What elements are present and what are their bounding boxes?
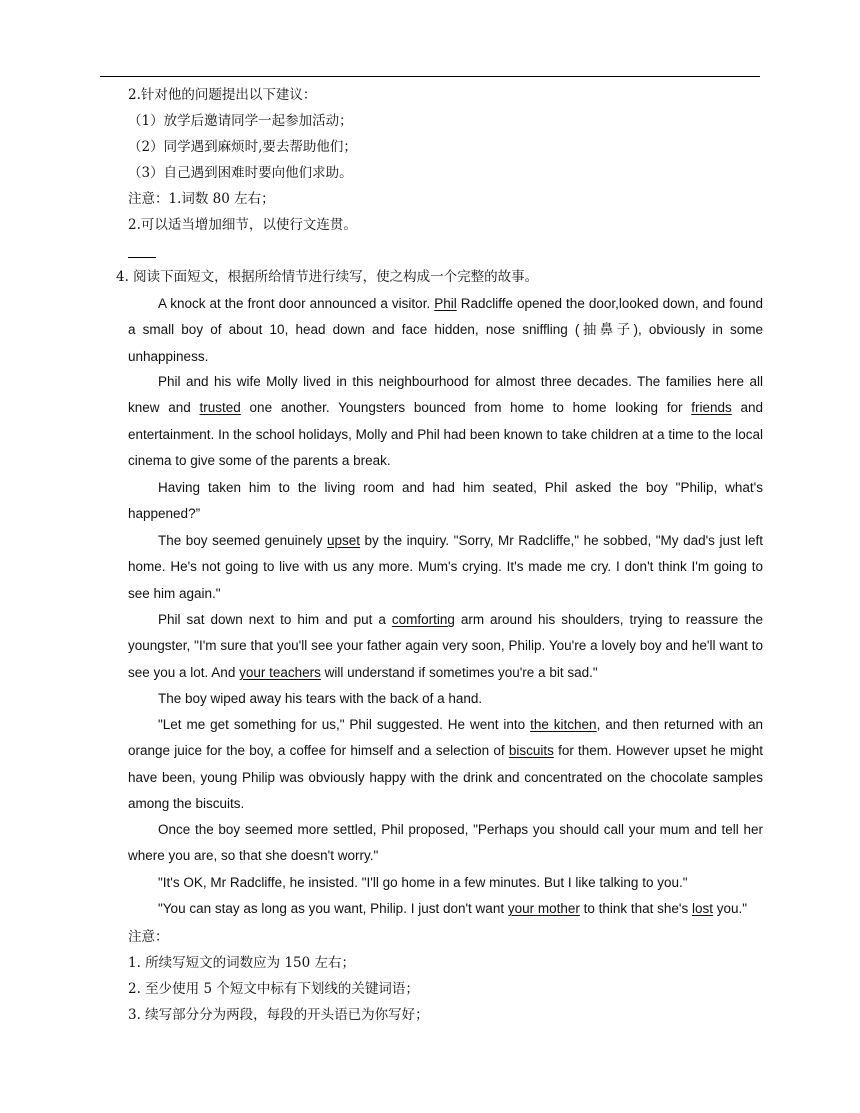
story-paragraph-6: The boy wiped away his tears with the back of a hand.	[158, 691, 483, 706]
header-rule	[100, 76, 760, 77]
question-4-title: 4. 阅读下面短文，根据所给情节进行续写，使之构成一个完整的故事。	[116, 269, 539, 285]
story-paragraph-4: The boy seemed genuinely upset by the inquiry. "Sorry, Mr Radcliffe," he sobbed, "My dad's just left home. He's not going to live with us any more. Mum's crying. It's made me cry. I don't think I'm going to see him again."	[128, 533, 764, 601]
answer-blank-line	[128, 257, 156, 258]
keyword-underlined: lost	[692, 901, 714, 916]
keyword-underlined: friends	[691, 400, 732, 416]
note-3: 3. 续写部分分为两段，每段的开头语已为你写好；	[128, 1007, 429, 1023]
keyword-underlined: comforting	[391, 612, 455, 627]
note-1: 1. 所续写短文的词数应为 150 左右；	[128, 955, 356, 971]
keyword-underlined: the kitchen	[530, 717, 597, 732]
story-paragraph-8: Once the boy seemed more settled, Phil proposed, "Perhaps you should call your mum and tell her where you are, so that she doesn't worry."	[128, 822, 763, 864]
suggestion-2: （2）同学遇到麻烦时,要去帮助他们；	[128, 139, 357, 155]
suggestion-3: （3）自己遇到困难时要向他们求助。	[128, 165, 353, 181]
story-paragraph-2: Phil and his wife Molly lived in this neighbourhood for almost three decades. The families here all knew and trusted one another. Youngsters bounced from home to home looking for friends and entertainment. In the school holidays, Molly and Phil had been known to take children at a time to the local cinema to give some of the parents a break.	[128, 374, 764, 469]
keyword-underlined: biscuits	[508, 743, 554, 759]
keyword-underlined: your mother	[507, 901, 580, 916]
keyword-underlined: trusted	[199, 400, 241, 416]
story-paragraph-7: "Let me get something for us," Phil suggested. He went into the kitchen, and then returned with an orange juice for the boy, a coffee for himself and a selection of biscuits for them. However upset he might have been, young Philip was obviously happy with the drink and concentrated on the chocolate samples among the biscuits.	[128, 717, 764, 812]
notes-title: 注意：	[128, 929, 169, 945]
item-2-heading: 2.针对他的问题提出以下建议：	[128, 87, 317, 103]
story-paragraph-3: Having taken him to the living room and had him seated, Phil asked the boy "Philip, what's happened?”	[128, 480, 763, 522]
note-details: 2.可以适当增加细节，以使行文连贯。	[128, 217, 357, 233]
story-paragraph-5: Phil sat down next to him and put a comforting arm around his shoulders, trying to reassure the youngster, "I'm sure that you'll see your father again very soon, Philip. You're a lovely boy and he'll want to see you a lot. And your teachers will understand if sometimes you're a bit sad."	[128, 612, 763, 680]
note-word-count: 注意：1.词数 80 左右；	[128, 191, 275, 207]
story-paragraph-1: A knock at the front door announced a visitor. Phil Radcliffe opened the door,looked down, and found a small boy of about 10, head down and face hidden, nose sniffling (抽鼻子), obviously in some unhappiness.	[128, 296, 763, 364]
story-paragraph-9: "It's OK, Mr Radcliffe, he insisted. "I'll go home in a few minutes. But I like talking to you."	[158, 875, 688, 890]
note-2: 2. 至少使用 5 个短文中标有下划线的关键词语；	[128, 981, 419, 997]
keyword-underlined: Phil	[434, 296, 457, 311]
keyword-underlined: upset	[326, 533, 361, 548]
keyword-underlined: your teachers	[239, 664, 321, 680]
suggestion-1: （1）放学后邀请同学一起参加活动；	[128, 113, 353, 129]
story-paragraph-10: "You can stay as long as you want, Philip. I just don't want your mother to think that she's lost you."	[158, 901, 748, 916]
